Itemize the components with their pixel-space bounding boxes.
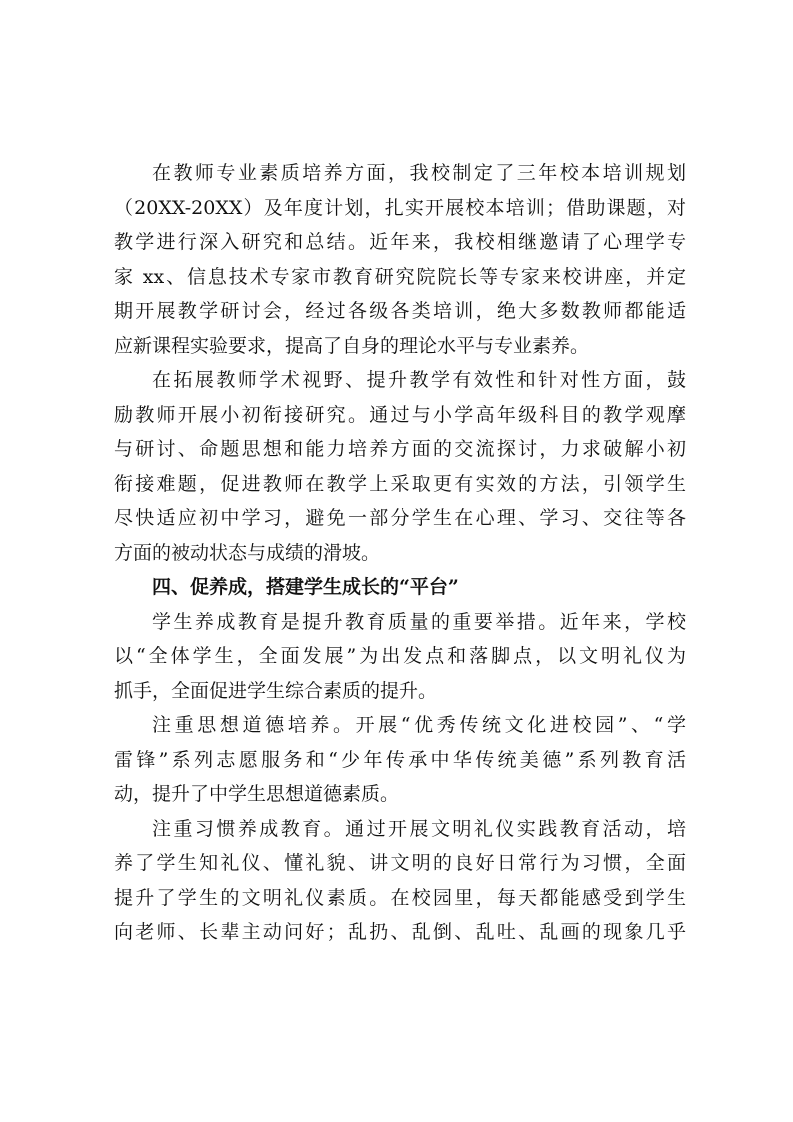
document-page xyxy=(114,156,686,950)
paragraph-2-line-5: 尽快适应初中学习，避免一部分学生在心理、学习、交往等各 xyxy=(114,507,686,529)
paragraph-2-line-3: 与研讨、命题思想和能力培养方面的交流探讨，力求破解小初 xyxy=(114,438,686,460)
paragraph-4-line-2: 雷锋”系列志愿服务和“少年传承中华传统美德”系列教育活 xyxy=(114,748,686,771)
paragraph-2-line-1: 在拓展教师学术视野、提升教学有效性和针对性方面，鼓 xyxy=(152,369,686,391)
paragraph-3-line-3: 抓手，全面促进学生综合素质的提升。 xyxy=(114,679,438,702)
section-heading: 四、促养成，搭建学生成长的“平台” xyxy=(152,576,459,598)
paragraph-1-line-2: （20XX-20XX）及年度计划，扎实开展校本培训；借助课题，对 xyxy=(114,196,686,219)
paragraph-1-line-3: 教学进行深入研究和总结。近年来，我校相继邀请了心理学专 xyxy=(114,231,686,253)
paragraph-1-line-1: 在教师专业素质培养方面，我校制定了三年校本培训规划 xyxy=(152,162,686,184)
paragraph-2-line-2: 励教师开展小初衔接研究。通过与小学高年级科目的教学观摩 xyxy=(114,403,686,426)
paragraph-1-line-5: 期开展教学研讨会，经过各级各类培训，绝大多数教师都能适 xyxy=(114,300,686,322)
paragraph-1-line-4: 家 xx、信息技术专家市教育研究院院长等专家来校讲座，并定 xyxy=(114,265,686,288)
paragraph-5-line-2: 养了学生知礼仪、懂礼貌、讲文明的良好日常行为习惯，全面 xyxy=(114,852,686,874)
paragraph-2-line-4: 衔接难题，促进教师在教学上采取更有实效的方法，引领学生 xyxy=(114,472,686,495)
paragraph-3-line-2: 以“全体学生，全面发展”为出发点和落脚点，以文明礼仪为 xyxy=(114,645,686,667)
paragraph-4-line-1: 注重思想道德培养。开展“优秀传统文化进校园”、“学 xyxy=(152,714,686,736)
paragraph-3-line-1: 学生养成教育是提升教育质量的重要举措。近年来，学校 xyxy=(152,610,686,633)
paragraph-2-line-6: 方面的被动状态与成绩的滑坡。 xyxy=(114,541,381,564)
paragraph-4-line-3: 动，提升了中学生思想道德素质。 xyxy=(114,783,400,805)
paragraph-5-line-4: 向老师、长辈主动问好；乱扔、乱倒、乱吐、乱画的现象几乎 xyxy=(114,921,686,943)
paragraph-5-line-1: 注重习惯养成教育。通过开展文明礼仪实践教育活动，培 xyxy=(152,817,686,840)
paragraph-1-line-6: 应新课程实验要求，提高了自身的理论水平与专业素养。 xyxy=(114,334,590,357)
paragraph-5-line-3: 提升了学生的文明礼仪素质。在校园里，每天都能感受到学生 xyxy=(114,886,686,909)
